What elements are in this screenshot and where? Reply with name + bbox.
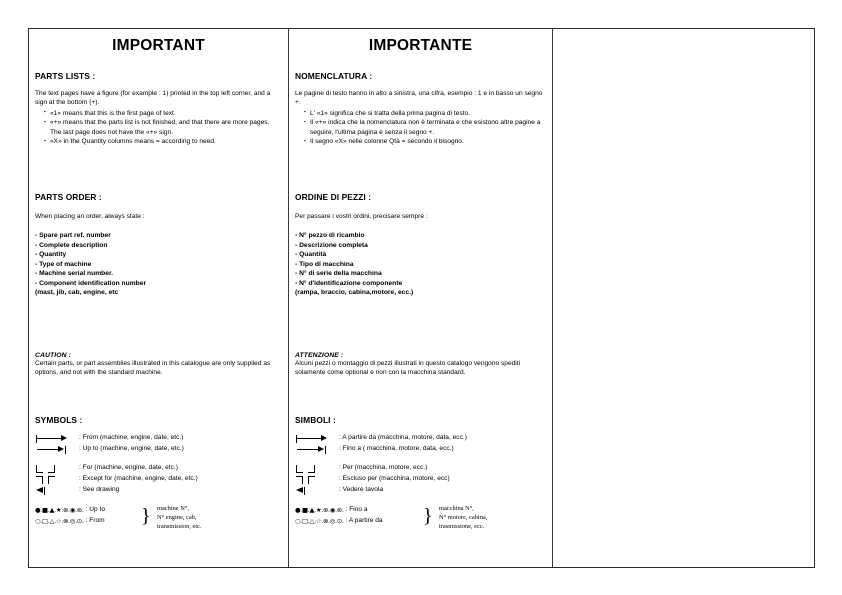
list-item: - Machine serial number. bbox=[35, 270, 114, 278]
except-for-bracket-icon bbox=[295, 474, 339, 485]
symbol-label: : Fino a ( macchina, motore, data, ecc.) bbox=[339, 445, 454, 453]
for-bracket-icon bbox=[35, 463, 79, 474]
series-row-filled bbox=[295, 505, 546, 516]
section-body-nomenclatura bbox=[295, 89, 546, 147]
see-drawing-icon bbox=[295, 485, 339, 496]
caution-text: Alcuni pezzi o montaggio di pezzi illustrati in questo catalogo vengono spediti solamente come optional e non con la macchina standard. bbox=[295, 360, 521, 377]
symbol-series-block-english bbox=[35, 505, 282, 530]
list-item: ▪ Il segno «X» nelle colonne Qtà = secondo il bisogno. bbox=[304, 137, 546, 147]
symbol-spacer bbox=[295, 455, 546, 463]
symbol-label: : Vedere tavola bbox=[339, 486, 383, 494]
list-item: (rampa, braccio, cabina,motore, ecc.) bbox=[295, 289, 414, 297]
symbol-row-except-for bbox=[35, 474, 282, 485]
series-label: : From bbox=[85, 517, 105, 525]
curly-brace-icon: } bbox=[141, 505, 151, 527]
caution-heading: ATTENZIONE : bbox=[295, 352, 344, 359]
from-arrow-icon bbox=[295, 433, 339, 444]
symbol-row-from bbox=[35, 433, 282, 444]
column-italian bbox=[289, 29, 553, 567]
list-item: ▪ Il «+» indica che la nomenclatura non è terminata e che esistono altre pagine a seguire, l'ultima pagina è senza il segno +. bbox=[304, 118, 546, 137]
section-heading-symbols: SYMBOLS : bbox=[35, 415, 83, 425]
ordine-list bbox=[295, 231, 546, 298]
symbol-label: : Per (macchina, motore, ecc.) bbox=[339, 464, 428, 472]
list-item: ▪ «X» in the Quantity columns means = according to need. bbox=[44, 137, 282, 147]
ordine-intro: Per passare i vostri ordini, precisare sempre : bbox=[295, 213, 428, 220]
symbol-label: : Escluso per (macchina, motore, ecc) bbox=[339, 475, 450, 483]
list-item: - Type of machine bbox=[35, 260, 92, 268]
curly-brace-icon: } bbox=[423, 505, 433, 527]
list-item: - Spare part ref. number bbox=[35, 232, 111, 239]
symbol-row-see-drawing bbox=[35, 485, 282, 496]
series-note-line: trasmissione, ecc. bbox=[439, 523, 485, 530]
outline-shapes-icon: ○.□.△.☆.⊗.◎.⊙. bbox=[35, 517, 84, 526]
symbols-legend-italian bbox=[295, 433, 546, 530]
series-row-outline bbox=[295, 516, 546, 527]
section-heading-parts-lists: PARTS LISTS : bbox=[35, 71, 96, 81]
section-body-parts-lists bbox=[35, 89, 282, 147]
list-item: - Descrizione completa bbox=[295, 241, 368, 249]
symbol-row-from bbox=[295, 433, 546, 444]
list-item: - Component identification number bbox=[35, 279, 147, 287]
symbol-label: : For (machine, engine, date, etc.) bbox=[79, 464, 178, 472]
filled-shapes-icon: ●.■.▲.★.⊛.◉.⊚. bbox=[35, 506, 84, 515]
list-item: - Quantità bbox=[295, 251, 327, 259]
caution-heading: CAUTION : bbox=[35, 352, 72, 359]
parts-order-list bbox=[35, 231, 282, 298]
caution-text: Certain parts, or part assemblies illustrated in this catalogue are only supplied as options, and not with the standard machine. bbox=[35, 360, 271, 377]
section-heading-simboli: SIMBOLI : bbox=[295, 415, 336, 425]
caution-block-english bbox=[35, 352, 282, 378]
symbol-label: : See drawing bbox=[79, 486, 120, 494]
symbols-legend-english bbox=[35, 433, 282, 530]
symbol-spacer bbox=[35, 455, 282, 463]
symbol-row-up-to bbox=[35, 444, 282, 455]
symbol-label: : Up to (machine, engine, date, etc.) bbox=[79, 445, 184, 453]
series-note-line: machine N°, bbox=[157, 505, 190, 512]
series-note-line: N° motore, cabina, bbox=[439, 514, 488, 521]
symbol-label: : From (machine, engine, date, etc.) bbox=[79, 434, 184, 442]
series-note-line: N° engine, cab, bbox=[157, 514, 197, 521]
symbol-row-for bbox=[295, 463, 546, 474]
list-item: - N° d'identificazione componente bbox=[295, 279, 403, 287]
series-label: : Up to bbox=[85, 506, 106, 514]
nomenclatura-intro: Le pagine di testo hanno in alto a sinistra, una cifra, esempio : 1 e in basso un segno +. bbox=[295, 90, 543, 107]
list-item: ▪ «+» means that the parts list is not finished, and that there are more pages. The last page does not have the «+» sign. bbox=[44, 118, 282, 137]
caution-block-italian bbox=[295, 352, 546, 378]
symbol-row-see-drawing bbox=[295, 485, 546, 496]
section-heading-ordine-di-pezzi: ORDINE DI PEZZI : bbox=[295, 192, 372, 202]
list-item: - N° pezzo di ricambio bbox=[295, 232, 365, 239]
three-column-table bbox=[28, 28, 815, 568]
symbol-label: : A partire da (macchina, motore, data, ecc.) bbox=[339, 434, 467, 442]
filled-shapes-icon: ●.■.▲.★.⊛.◉.⊚. bbox=[295, 506, 344, 515]
symbol-series-block-italian bbox=[295, 505, 546, 530]
outline-shapes-icon: ○.□.△.☆.⊗.◎.⊙. bbox=[295, 517, 344, 526]
symbol-row-except-for bbox=[295, 474, 546, 485]
parts-order-intro: When placing an order, always state : bbox=[35, 213, 145, 220]
parts-lists-bullets bbox=[35, 109, 282, 147]
up-to-arrow-icon bbox=[295, 444, 339, 455]
series-note-line: macchina N°, bbox=[439, 505, 474, 512]
column-english bbox=[29, 29, 289, 567]
symbol-row-up-to bbox=[295, 444, 546, 455]
symbols-bracket-group bbox=[35, 463, 282, 496]
list-item: ▪ «1» means that this is the first page of text. bbox=[44, 109, 282, 119]
symbol-label: : Except for (machine, engine, date, etc.) bbox=[79, 475, 198, 483]
list-item: - Tipo di macchina bbox=[295, 260, 354, 268]
symbols-arrow-group bbox=[295, 433, 546, 455]
page-title-italian: IMPORTANTE bbox=[368, 37, 473, 54]
page-title-english: IMPORTANT bbox=[112, 37, 205, 54]
section-heading-parts-order: PARTS ORDER : bbox=[35, 192, 102, 202]
nomenclatura-bullets bbox=[295, 109, 546, 147]
column-blank bbox=[553, 29, 814, 567]
list-item: - Complete description bbox=[35, 241, 108, 249]
series-note-line: transmission, etc. bbox=[157, 523, 202, 530]
for-bracket-icon bbox=[295, 463, 339, 474]
list-item: - N° di serie della macchina bbox=[295, 270, 382, 278]
list-item: ▪ L' «1» significa che si tratta della prima pagina di testo. bbox=[304, 109, 546, 119]
except-for-bracket-icon bbox=[35, 474, 79, 485]
series-label: : Fino a bbox=[345, 506, 368, 514]
symbols-bracket-group bbox=[295, 463, 546, 496]
see-drawing-icon bbox=[35, 485, 79, 496]
symbols-arrow-group bbox=[35, 433, 282, 455]
from-arrow-icon bbox=[35, 433, 79, 444]
section-heading-nomenclatura: NOMENCLATURA : bbox=[295, 71, 373, 81]
symbol-row-for bbox=[35, 463, 282, 474]
up-to-arrow-icon bbox=[35, 444, 79, 455]
parts-lists-intro: The text pages have a figure (for example : 1) printed in the top left corner, and a sign at the bottom (+). bbox=[35, 90, 271, 107]
series-label: : A partire da bbox=[345, 517, 383, 525]
list-item: (mast, jib, cab, engine, etc bbox=[35, 289, 119, 297]
list-item: - Quantity bbox=[35, 251, 67, 259]
